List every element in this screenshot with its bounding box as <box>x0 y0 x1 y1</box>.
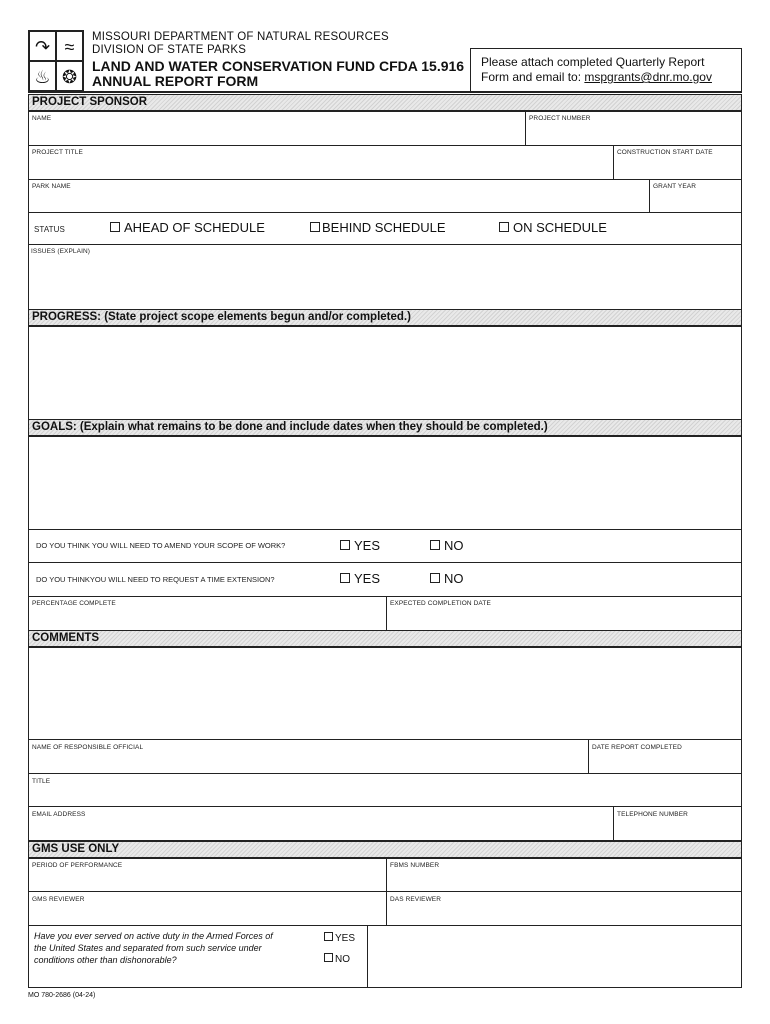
gms-reviewer-label: GMS REVIEWER <box>32 896 85 903</box>
extension-no-checkbox[interactable] <box>430 571 464 586</box>
name-label: NAME <box>32 115 52 122</box>
phone-label: TELEPHONE NUMBER <box>617 811 688 818</box>
divider <box>613 146 614 179</box>
email-link[interactable]: mspgrants@dnr.mo.gov <box>584 70 712 84</box>
veteran-line-2: the United States and separated from such service under <box>34 943 262 953</box>
issues-field[interactable] <box>30 257 740 308</box>
fbms-field[interactable] <box>388 869 740 890</box>
project-title-field[interactable] <box>30 156 612 178</box>
amend-yes-checkbox[interactable] <box>340 538 380 553</box>
divider <box>588 740 589 773</box>
on-schedule-checkbox[interactable] <box>499 220 607 235</box>
checkbox-box <box>430 573 440 583</box>
checkbox-box <box>430 540 440 550</box>
section-gms: GMS USE ONLY <box>28 841 742 858</box>
goals-field[interactable] <box>28 436 742 530</box>
divider <box>28 244 742 245</box>
checkbox-box <box>340 540 350 550</box>
checkbox-box <box>310 222 320 232</box>
department-name: MISSOURI DEPARTMENT OF NATURAL RESOURCES <box>92 31 389 43</box>
direction-arrow-icon: ↷ <box>29 31 56 61</box>
divider <box>525 112 526 145</box>
yes-label: YES <box>354 538 381 553</box>
gms-reviewer-field[interactable] <box>30 903 385 924</box>
divider <box>28 562 742 563</box>
checkbox-box <box>499 222 509 232</box>
questions-box <box>28 529 742 597</box>
construction-start-label: CONSTRUCTION START DATE <box>617 149 713 156</box>
division-name: DIVISION OF STATE PARKS <box>92 44 247 56</box>
official-field[interactable] <box>30 751 587 772</box>
date-completed-field[interactable] <box>590 751 740 772</box>
section-comments: COMMENTS <box>28 630 742 647</box>
campfire-icon: ♨ <box>29 61 56 91</box>
das-reviewer-label: DAS REVIEWER <box>390 896 442 903</box>
park-name-field[interactable] <box>30 190 648 211</box>
fbms-label: FBMS NUMBER <box>390 862 440 869</box>
ahead-of-schedule-checkbox[interactable] <box>110 220 265 235</box>
water-waves-icon: ≈ <box>56 31 83 61</box>
divider <box>386 892 387 925</box>
extension-question: DO YOU THINKYOU WILL NEED TO REQUEST A TIME EXTENSION? <box>36 575 275 584</box>
divider <box>386 597 387 630</box>
official-label: NAME OF RESPONSIBLE OFFICIAL <box>32 744 144 751</box>
checkbox-box <box>340 573 350 583</box>
comments-field[interactable] <box>28 647 742 740</box>
veteran-notes-field[interactable] <box>368 927 740 986</box>
yes-label: YES <box>354 571 381 586</box>
amend-no-checkbox[interactable] <box>430 538 464 553</box>
expected-completion-label: EXPECTED COMPLETION DATE <box>390 600 491 607</box>
amend-question: DO YOU THINK YOU WILL NEED TO AMEND YOUR SCOPE OF WORK? <box>36 541 286 550</box>
progress-field[interactable] <box>28 326 742 420</box>
checkbox-box <box>324 932 333 941</box>
checkbox-box <box>324 953 333 962</box>
percentage-field[interactable] <box>30 607 385 629</box>
period-field[interactable] <box>30 869 385 890</box>
attach-instructions <box>470 48 742 93</box>
section-project-sponsor: PROJECT SPONSOR <box>28 94 742 111</box>
attach-line-1: Please attach completed Quarterly Report <box>481 55 705 69</box>
extension-yes-checkbox[interactable] <box>340 571 380 586</box>
on-schedule-label: ON SCHEDULE <box>513 220 607 235</box>
divider <box>649 180 650 212</box>
no-label: NO <box>444 538 464 553</box>
dnr-logo <box>28 30 84 92</box>
park-name-label: PARK NAME <box>32 183 71 190</box>
expected-completion-field[interactable] <box>388 607 740 629</box>
section-goals: GOALS: (Explain what remains to be done and include dates when they should be completed.) <box>28 419 742 436</box>
veteran-question <box>34 930 273 966</box>
section-progress: PROGRESS: (State project scope elements begun and/or completed.) <box>28 309 742 326</box>
project-title-label: PROJECT TITLE <box>32 149 83 156</box>
form-title: LAND AND WATER CONSERVATION FUND CFDA 15.916 <box>92 58 465 74</box>
name-field[interactable] <box>30 122 524 144</box>
ahead-label: AHEAD OF SCHEDULE <box>124 220 265 235</box>
percentage-label: PERCENTAGE COMPLETE <box>32 600 116 607</box>
behind-schedule-checkbox[interactable] <box>310 220 446 235</box>
veteran-yes-checkbox[interactable] <box>324 932 355 944</box>
veteran-line-3: conditions other than dishonorable? <box>34 955 177 965</box>
no-label: NO <box>335 954 350 965</box>
divider <box>613 807 614 840</box>
checkbox-box <box>110 222 120 232</box>
leaf-icon: ❂ <box>56 61 83 91</box>
date-completed-label: DATE REPORT COMPLETED <box>592 744 682 751</box>
header-divider <box>28 91 742 93</box>
title-label: TITLE <box>32 778 51 785</box>
behind-label: BEHIND SCHEDULE <box>322 220 446 235</box>
construction-start-field[interactable] <box>615 156 740 178</box>
no-label: NO <box>444 571 464 586</box>
veteran-line-1: Have you ever served on active duty in the Armed Forces of <box>34 931 273 941</box>
title-field[interactable] <box>30 784 740 805</box>
veteran-no-checkbox[interactable] <box>324 953 350 965</box>
attach-line-2: Form and email to: <box>481 70 585 84</box>
status-label: STATUS <box>34 225 65 234</box>
grant-year-field[interactable] <box>651 190 740 211</box>
grant-year-label: GRANT YEAR <box>653 183 697 190</box>
form-subtitle: ANNUAL REPORT FORM <box>92 73 259 89</box>
phone-field[interactable] <box>615 818 740 839</box>
email-field[interactable] <box>30 818 612 839</box>
yes-label: YES <box>335 933 356 944</box>
das-reviewer-field[interactable] <box>388 903 740 924</box>
email-label: EMAIL ADDRESS <box>32 811 86 818</box>
divider <box>386 859 387 891</box>
project-number-field[interactable] <box>527 122 740 144</box>
project-number-label: PROJECT NUMBER <box>529 115 591 122</box>
form-number: MO 780-2686 (04-24) <box>28 992 96 999</box>
issues-label: ISSUES (EXPLAIN) <box>31 248 91 255</box>
period-label: PERIOD OF PERFORMANCE <box>32 862 123 869</box>
